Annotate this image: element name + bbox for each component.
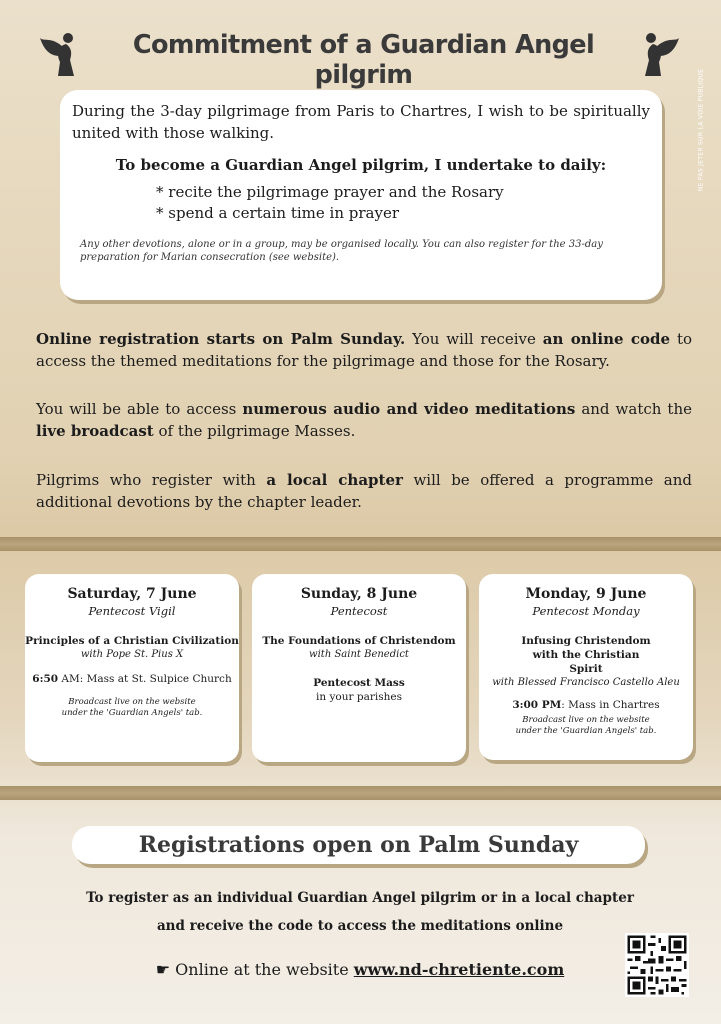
website-link[interactable]: www.nd-chretiente.com — [353, 960, 565, 979]
day-title: Sunday, 8 June — [300, 586, 418, 602]
page-title: Commitment of a Guardian Angel pilgrim — [132, 30, 595, 90]
feast-name: Pentecost Vigil — [88, 604, 176, 618]
list-item: * recite the pilgrimage prayer and the Rosary — [156, 183, 504, 201]
registration-banner: Registrations open on Palm Sunday — [72, 826, 645, 864]
commitment-box — [60, 90, 662, 300]
feast-name: Pentecost — [330, 604, 388, 618]
intro-text: During the 3-day pilgrimage from Paris to Chartres, I wish to be spiritually united with those walking. — [72, 102, 650, 142]
paragraph-registration: Online registration starts on Palm Sunday. You will receive an online code to access the themed meditations for the pilgrimage and those for the Rosary. — [36, 330, 692, 370]
day-card-sunday — [252, 574, 466, 762]
qr-code-icon[interactable] — [625, 933, 689, 997]
day-theme: Principles of a Christian Civilization — [25, 635, 239, 647]
day-title: Saturday, 7 June — [67, 586, 197, 602]
commitment-list — [156, 182, 650, 224]
day-card-saturday — [25, 574, 239, 762]
day-title: Monday, 9 June — [525, 586, 647, 602]
online-link-line: ☛ Online at the website www.nd-chretiente.com — [155, 960, 565, 979]
mass-title: Pentecost Mass — [313, 677, 405, 689]
pointing-hand-icon: ☛ — [155, 960, 171, 979]
mass-info: 3:00 PM: Mass in Chartres — [512, 699, 660, 711]
day-patron: with Saint Benedict — [309, 649, 409, 660]
paragraph-meditations: You will be able to access numerous audio and video meditations and watch the live broadcast of the pilgrimage Masses. — [36, 400, 692, 440]
day-theme: The Foundations of Christendom — [262, 635, 456, 647]
day-card-monday — [479, 574, 693, 760]
angel-icon — [38, 30, 82, 78]
registration-line-2: and receive the code to access the meditations online — [156, 918, 564, 934]
mass-location: in your parishes — [316, 691, 402, 703]
mass-info: 6:50 AM: Mass at St. Sulpice Church — [32, 673, 232, 685]
undertake-heading: To become a Guardian Angel pilgrim, I undertake to daily: — [115, 156, 607, 174]
side-notice: NE PAS JETER SUR LA VOIE PUBLIQUE — [697, 68, 705, 192]
broadcast-note: Broadcast live on the website under the 'Guardian Angels' tab. — [61, 697, 203, 718]
devotions-note: Any other devotions, alone or in a group, may be organised locally. You can also register for the 33-day preparation for Marian consecration (see website). — [80, 239, 603, 263]
feast-name: Pentecost Monday — [532, 604, 640, 618]
angel-icon — [637, 30, 681, 78]
broadcast-note: Broadcast live on the website under the 'Guardian Angels' tab. — [515, 715, 657, 736]
list-item: * spend a certain time in prayer — [156, 204, 399, 222]
day-patron: with Blessed Francisco Castello Aleu — [492, 677, 680, 688]
paragraph-chapter: Pilgrims who register with a local chapter will be offered a programme and additional devotions by the chapter leader. — [36, 471, 692, 511]
day-theme: Infusing Christendom with the Christian Spirit — [521, 635, 651, 675]
day-patron: with Pope St. Pius X — [80, 649, 184, 660]
divider-band — [0, 786, 721, 800]
registration-line-1: To register as an individual Guardian Angel pilgrim or in a local chapter — [86, 890, 634, 906]
divider-band — [0, 537, 721, 551]
